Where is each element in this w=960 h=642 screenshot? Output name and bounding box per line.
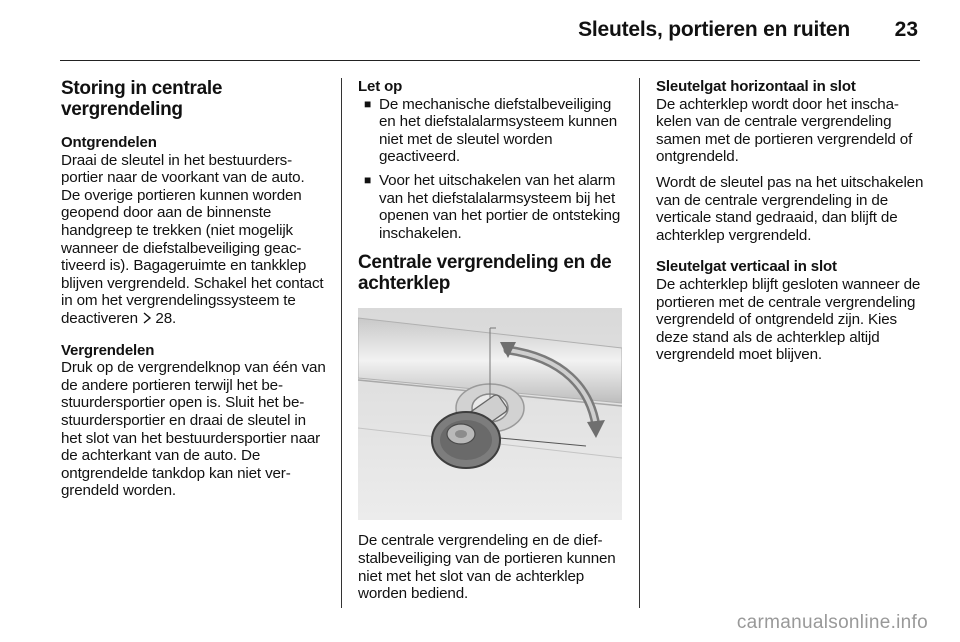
square-bullet-icon: ■: [364, 96, 372, 111]
page-header: [60, 0, 920, 61]
list-item: [358, 96, 624, 166]
watermark: carmanualsonline.info: [736, 612, 928, 633]
page-reference-link[interactable]: 28.: [155, 309, 177, 327]
column-1: [61, 78, 327, 514]
note-label: Let op: [358, 78, 403, 95]
column-2: [358, 78, 624, 617]
section-heading: Storing in centrale vergrendeling: [61, 78, 223, 120]
column-3: [656, 78, 926, 378]
square-bullet-icon: ■: [364, 172, 372, 187]
key-in-tailgate-lock-illustration: [358, 308, 622, 520]
subheading-horizontal: Sleutelgat horizontaal in slot: [656, 78, 856, 95]
paragraph: Wordt de sleutel pas na het uitschakelen van de centrale vergrendeling in de verticale stand gedraaid, dan blijft de achterklep vergrendeld.: [656, 173, 924, 244]
paragraph-text: Draai de sleutel in het bestuurdersportier naar de voorkant van de auto. De overige portieren kunnen worden geopend door aan de binnenste handgreep te trekken (niet mogelijk wanneer de diefstalbeveiliging geactiveerd is). Bagageruimte en tankklep blijven vergrendeld. Schakel het contact in om het vergrendelingssysteem te deactiveren: [61, 151, 324, 327]
section-heading: Centrale vergrendeling en de achterklep: [358, 252, 612, 295]
paragraph: De achterklep blijft gesloten wanneer de portieren met de centrale vergrendeling vergrendeld of ontgrendeld zijn. Kies deze stand als de achterklep altijd vergrendeld moet blijven.: [656, 275, 921, 364]
subheading-vergrendelen: Vergrendelen: [61, 341, 155, 359]
column-divider: [341, 78, 342, 608]
list-item-text: Voor het uitschakelen van het alarm van het diefstalalarmsysteem bij het openen van het portier de ontsteking inschakelen.: [379, 171, 621, 242]
subheading-ontgrendelen: Ontgrendelen: [61, 134, 157, 151]
list-item-text: De mechanische diefstalbeveiliging en het diefstalalarmsysteem kunnen niet met de sleutel worden geactiveerd.: [379, 95, 618, 166]
paragraph: De achterklep wordt door het inschakelen van de centrale vergrendeling samen met de portieren vergrendeld of ontgrendeld.: [656, 95, 913, 166]
note-list: [358, 96, 624, 243]
subheading-vertical: Sleutelgat verticaal in slot: [656, 258, 837, 276]
figure-caption: De centrale vergrendeling en de diefstalbeveiliging van de portieren kunnen niet met het slot van de achterklep worden bediend.: [358, 532, 616, 603]
page-title: Sleutels, portieren en ruiten: [578, 18, 850, 41]
column-divider: [639, 78, 640, 608]
paragraph: Druk op de vergrendelknop van één van de andere portieren terwijl het bestuurdersportier open is. Sluit het bestuurdersportier en draai de sleutel in het slot van het bestuurdersportier naar de achterkant van de auto. De ontgrendelde tankdop kan niet vergrendeld worden.: [61, 359, 326, 500]
arrow-reference-icon: [142, 311, 155, 326]
page-number: 23: [894, 18, 918, 41]
list-item: [358, 172, 624, 242]
paragraph: [61, 152, 327, 328]
